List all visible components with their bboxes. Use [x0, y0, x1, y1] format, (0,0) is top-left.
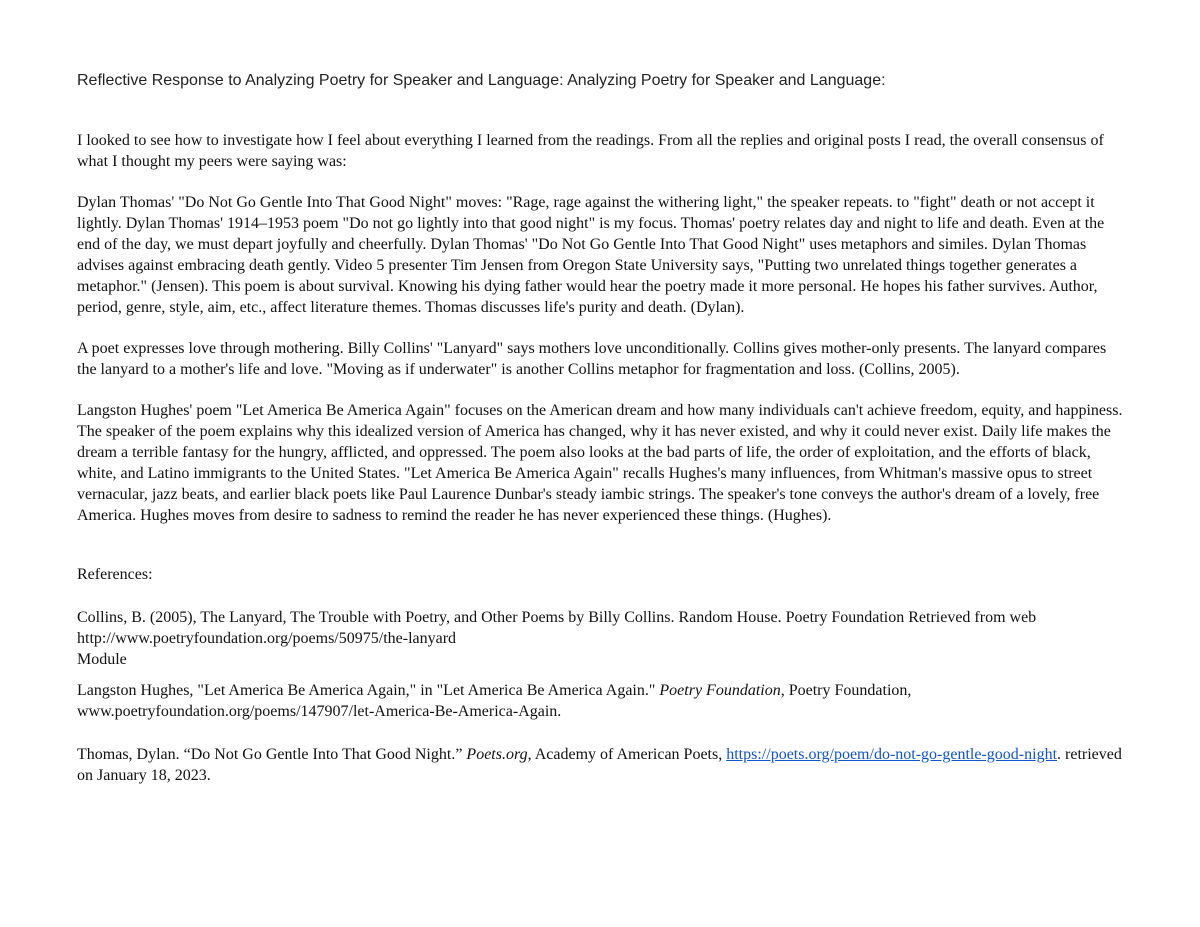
body-paragraph-collins: A poet expresses love through mothering. Billy Collins' "Lanyard" says mothers love unconditionally. Collins gives mother-only presents. The lanyard compares the lanyard to a mother's life and love. "Moving as if underwater" is another Collins metaphor for fragmentation and loss. (Collins, 2005). — [77, 340, 1107, 378]
reference-source-italic: Poetry Foundation — [659, 682, 781, 699]
reference-note: Module — [77, 651, 127, 668]
reference-entry-hughes — [77, 680, 1123, 722]
reference-text: Collins, B. (2005), The Lanyard, The Trouble with Poetry, and Other Poems by Billy Collins. Random House. Poetry Foundation Retrieved from web http://www.poetryfoundation.org/poems/50975/the-lanyard — [77, 609, 1037, 647]
body-paragraph-hughes: Langston Hughes' poem "Let America Be America Again" focuses on the American dream and how many individuals can't achieve freedom, equity, and happiness. The speaker of the poem explains why this idealized version of America has changed, why it has never existed, and why it could never exist. Daily life makes the dream a terrible fantasy for the hungry, afflicted, and oppressed. The poem also looks at the bad parts of life, the order of exploitation, and the efforts of black, white, and Latino immigrants to the United States. "Let America Be America Again" recalls Hughes's many influences, from Whitman's massive opus to street vernacular, jazz beats, and earlier black poets like Paul Laurence Dunbar's steady iambic strings. The speaker's tone conveys the author's dream of a lovely, free America. Hughes moves from desire to sadness to remind the reader he has never experienced these things. (Hughes). — [77, 402, 1123, 524]
body-paragraph-intro: I looked to see how to investigate how I feel about everything I learned from the readings. From all the replies and original posts I read, the overall consensus of what I thought my peers were saying was: — [77, 132, 1104, 170]
document-content — [77, 70, 1123, 808]
reference-entry-thomas — [77, 744, 1123, 786]
reference-entry-collins — [77, 607, 1123, 670]
reference-text-end: . retrieved on January 18, 2023. — [77, 746, 1122, 784]
reference-text-middle: , Academy of American Poets, — [527, 746, 727, 763]
reference-link[interactable]: https://poets.org/poem/do-not-go-gentle-good-night — [726, 746, 1058, 763]
body-paragraph-thomas: Dylan Thomas' "Do Not Go Gentle Into That Good Night" moves: "Rage, rage against the withering light," the speaker repeats. to "fight" death or not accept it lightly. Dylan Thomas' 1914–1953 poem "Do not go lightly into that good night" is my focus. Thomas' poetry relates day and night to life and death. Even at the end of the day, we must depart joyfully and cheerfully. Dylan Thomas' "Do Not Go Gentle Into That Good Night" uses metaphors and similes. Dylan Thomas advises against embracing death gently. Video 5 presenter Tim Jensen from Oregon State University says, "Putting two unrelated things together generates a metaphor." (Jensen). This poem is about survival. Knowing his dying father would hear the poetry made it more personal. He hopes his father survives. Author, period, genre, style, aim, etc., affect literature themes. Thomas discusses life's purity and death. (Dylan). — [77, 194, 1105, 316]
reference-source-italic: Poets.org — [466, 746, 528, 763]
reference-text: Thomas, Dylan. “Do Not Go Gentle Into That Good Night.” — [77, 746, 467, 763]
document-title: Reflective Response to Analyzing Poetry for Speaker and Language: Analyzing Poetry for Speaker and Language: — [77, 72, 886, 89]
reference-text-end: , Poetry Foundation, www.poetryfoundation.org/poems/147907/let-America-Be-America-Again. — [77, 682, 912, 720]
reference-text: Langston Hughes, "Let America Be America Again," in "Let America Be America Again." — [77, 682, 660, 699]
references-heading: References: — [77, 566, 153, 583]
